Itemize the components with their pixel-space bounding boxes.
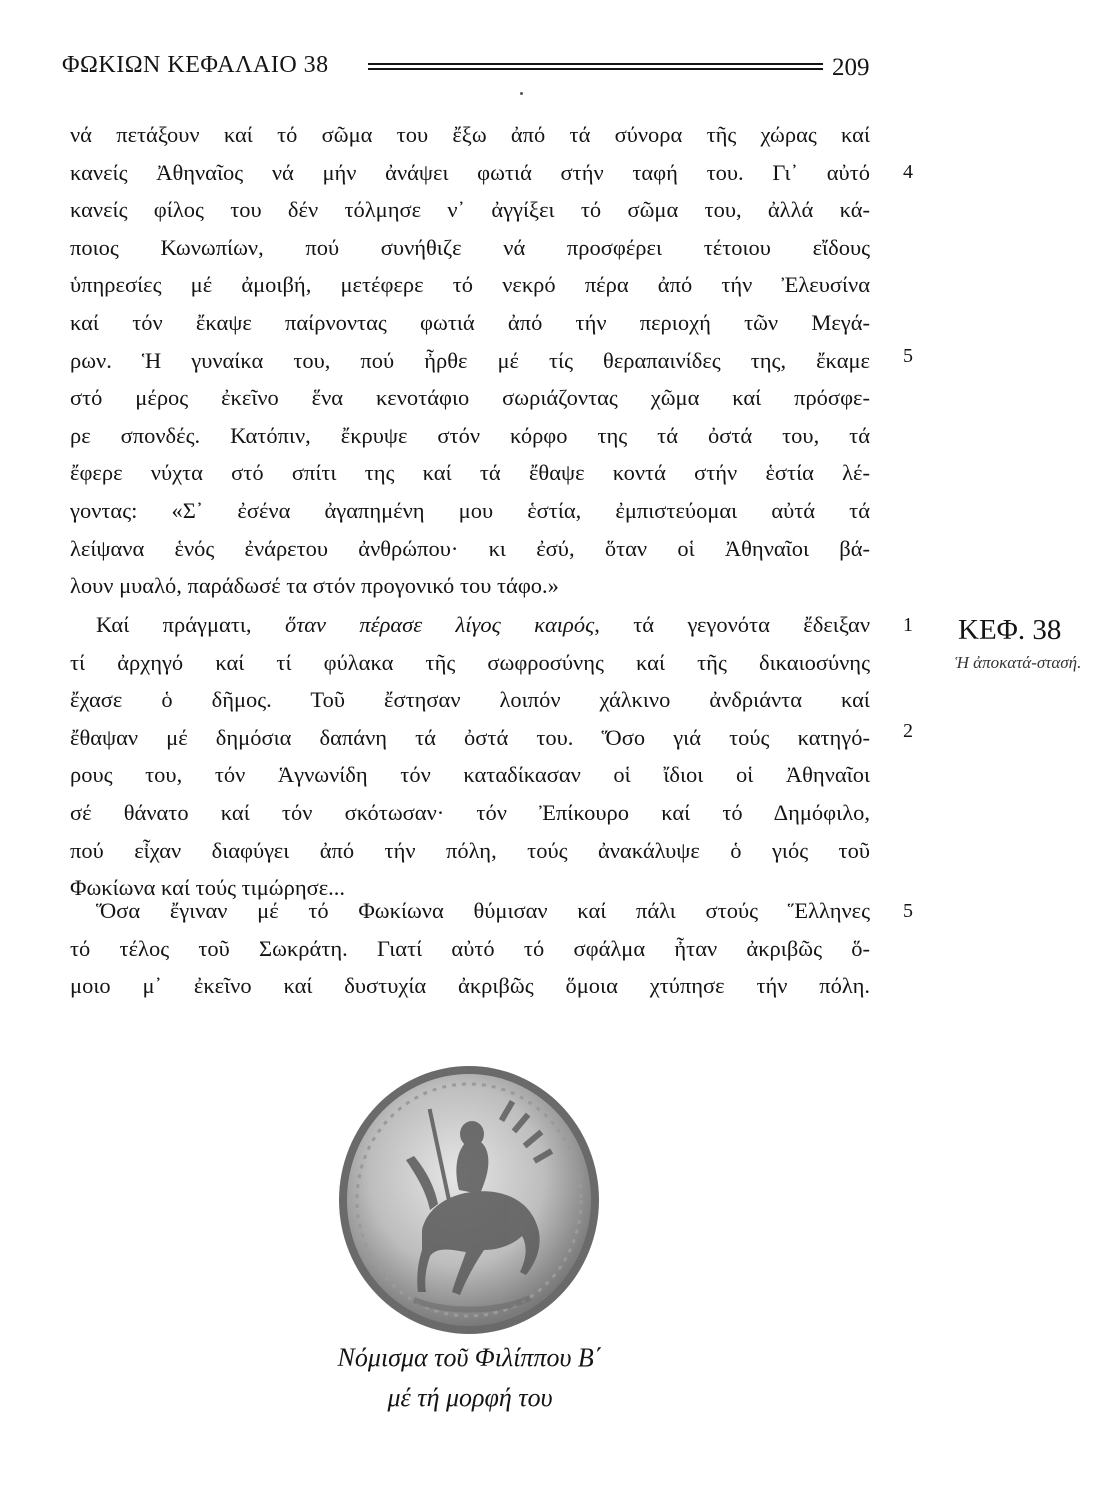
- text-line: πού εἶχαν διαφύγει ἀπό τήν πόλη, τούς ἀνακάλυψε ὁ γιός τοῦ: [70, 837, 870, 863]
- text-line: ρων. Ἡ γυναίκα του, πού ἦρθε μέ τίς θεραπαινίδες της, ἔκαμε: [70, 347, 870, 373]
- figure-caption: [240, 1338, 700, 1418]
- text-line: λείψανα ἑνός ἐνάρετου ἀνθρώπου· κι ἐσύ, ὅταν οἱ Ἀθηναῖοι βά-: [70, 535, 870, 561]
- line-number: 1: [903, 614, 913, 636]
- text-line: Ὅσα ἔγιναν μέ τό Φωκίωνα θύμισαν καί πάλι στούς Ἕλληνες: [96, 898, 870, 923]
- text-line: τί ἀρχηγό καί τί φύλακα τῆς σωφροσύνης καί τῆς δικαιοσύνης: [70, 649, 870, 675]
- text-line: μοιο μ᾽ ἐκεῖνο καί δυστυχία ἀκριβῶς ὅμοια χτύπησε τήν πόλη.: [70, 973, 870, 999]
- running-header: [62, 50, 880, 84]
- text-line: ὑπηρεσίες μέ ἀμοιβή, μετέφερε τό νεκρό πέρα ἀπό τήν Ἐλευσίνα: [70, 272, 870, 298]
- paragraph-2: [70, 606, 870, 907]
- text-line: κανείς φίλος του δέν τόλμησε ν᾽ ἀγγίξει τό σῶμα του, ἀλλά κά-: [70, 197, 870, 223]
- text-line: Φωκίωνα καί τούς τιμώρησε...: [70, 875, 346, 901]
- text-line: ρους του, τόν Ἁγνωνίδη τόν καταδίκασαν οἱ ἴδιοι οἱ Ἀθηναῖοι: [70, 762, 870, 788]
- text-line: ρε σπονδές. Κατόπιν, ἔκρυψε στόν κόρφο της τά ὀστά του, τά: [70, 422, 870, 448]
- text-line: λουν μυαλό, παράδωσέ τα στόν προγονικό του τάφο.»: [70, 573, 559, 599]
- text-line: ποιος Κωνωπίων, πού συνήθιζε νά προσφέρει τέτοιου εἴδους: [70, 234, 870, 260]
- coin-image: [334, 1060, 604, 1340]
- text-line: τό τέλος τοῦ Σωκράτη. Γιατί αὐτό τό σφάλμα ἦταν ἀκριβῶς ὅ-: [70, 935, 870, 961]
- text-line: ἔφερε νύχτα στό σπίτι της καί τά ἔθαψε κοντά στήν ἑστία λέ-: [70, 460, 870, 486]
- line-number: 2: [903, 720, 913, 742]
- text-line: κανείς Ἀθηναῖος νά μήν ἀνάψει φωτιά στήν ταφή του. Γι᾽ αὐτό: [70, 159, 870, 185]
- text-line: γοντας: «Σ᾽ ἐσένα ἀγαπημένη μου ἑστία, ἐμπιστεύομαι αὐτά τά: [70, 497, 870, 523]
- text-line: σέ θάνατο καί τόν σκότωσαν· τόν Ἐπίκουρο καί τό Δημόφιλο,: [70, 799, 870, 825]
- caption-line: μέ τή μορφή του: [387, 1383, 553, 1412]
- page-number: 209: [832, 54, 870, 81]
- text-run: Καί πράγματι,: [96, 612, 285, 637]
- text-line: ἔχασε ὁ δῆμος. Τοῦ ἔστησαν λοιπόν χάλκινο ἀνδριάντα καί: [70, 687, 870, 713]
- paragraph-1: [70, 116, 870, 605]
- line-number: 5: [903, 900, 913, 922]
- italic-phrase: ὅταν πέρασε λίγος καιρός: [284, 612, 595, 637]
- line-number: 4: [903, 161, 913, 183]
- paragraph-3: [70, 892, 870, 1005]
- text-line: ἔθαψαν μέ δημόσια δαπάνη τά ὀστά του. Ὅσο γιά τούς κατηγό-: [70, 724, 870, 750]
- chapter-subtitle: Ἡ ἀποκατά-στασή.: [955, 653, 1082, 672]
- text-line: στό μέρος ἐκεῖνο ἕνα κενοτάφιο σωριάζοντας χῶμα καί πρόσφε-: [70, 385, 870, 411]
- text-line: καί τόν ἔκαψε παίρνοντας φωτιά ἀπό τήν περιοχή τῶν Μεγά-: [70, 309, 870, 335]
- caption-line: Νόμισμα τοῦ Φιλίππου Β΄: [337, 1343, 603, 1372]
- header-double-rule: [368, 63, 823, 70]
- text-run: , τά γεγονότα ἔδειξαν: [594, 612, 870, 637]
- line-number: 5: [903, 345, 913, 367]
- chapter-heading: ΚΕΦ. 38: [958, 614, 1062, 646]
- text-line: [70, 606, 870, 644]
- speck-mark: [520, 92, 523, 95]
- text-line: νά πετάξουν καί τό σῶμα του ἔξω ἀπό τά σύνορα τῆς χώρας καί: [70, 122, 870, 147]
- header-title: ΦΩΚΙΩΝ ΚΕΦΑΛΑΙΟ 38: [62, 52, 329, 78]
